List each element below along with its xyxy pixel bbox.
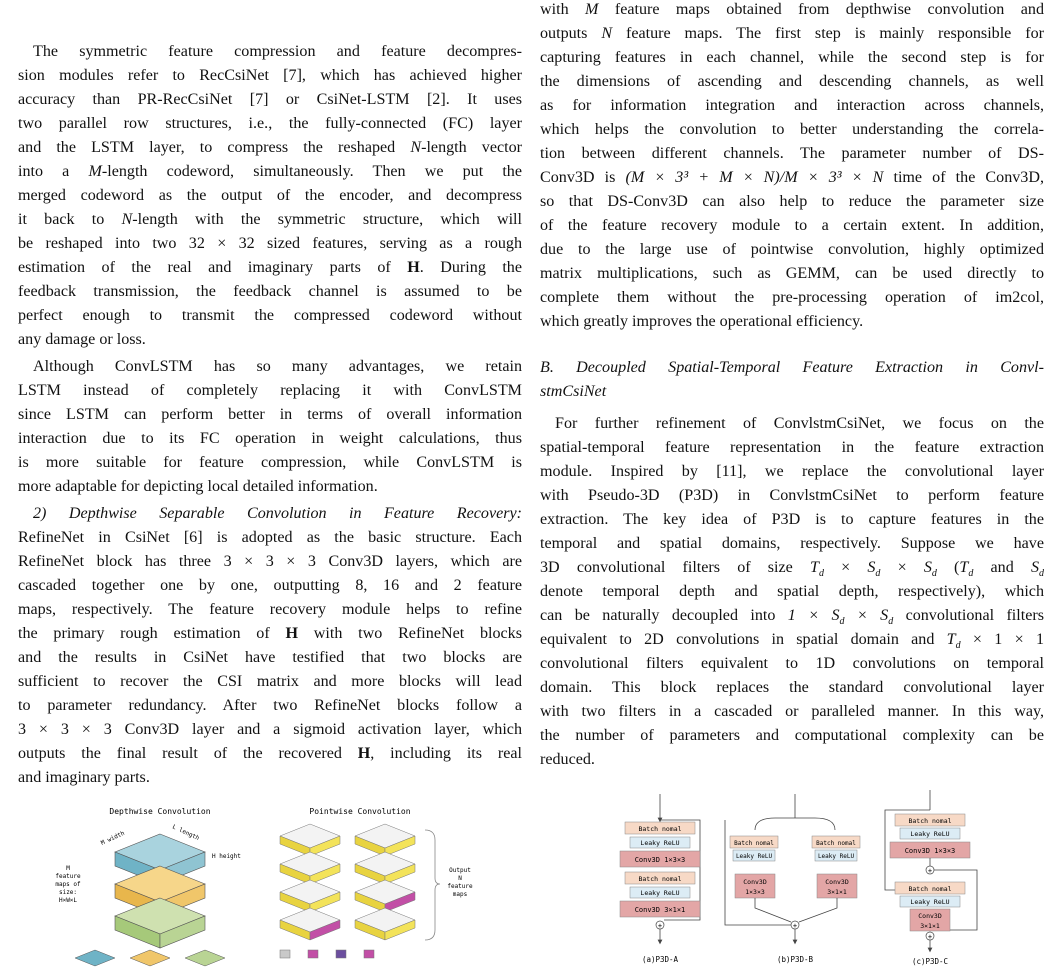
text-line: which greatly improves the operational efficiency. [540,313,864,330]
text-line: sion modules refer to RecCsiNet [7], which has achieved higher [18,67,522,84]
conv3d-label: Conv3D [743,878,767,886]
text-line: Conv3D is (M × 3³ + M × N)/M × 3³ × N time of the Conv3D, [540,169,1044,186]
text-line: LSTM instead of completely replacing it with ConvLSTM [18,382,522,399]
text-line: RefineNet in CsiNet [6] is adopted as the basic structure. Each [18,529,522,546]
text-line: due to the large use of pointwise convolution, highly optimized [540,241,1044,258]
p3d-b-block [725,794,860,964]
text-line: complete them without the pre-processing operation of im2col, [540,289,1044,306]
depthwise-filter-cubes [75,950,225,966]
text-line: with two filters in a cascaded or paralleled manner. In this way, [540,703,1044,720]
text-line: to parameter redundancy. After two RefineNet blocks follow a [18,697,522,714]
output-label: Output [449,867,471,874]
depthwise-pointwise-figure [40,800,500,970]
text-line: with Pseudo-3D (P3D) in ConvlstmCsiNet to perform feature [540,487,1044,504]
text-line: domain. This block replaces the standard convolutional layer [540,679,1044,696]
text-line: which helps the convolution to better understanding the correla- [540,121,1044,138]
text-line: the primary rough estimation of H with two RefineNet blocks [18,625,522,642]
text-line: For further refinement of ConvlstmCsiNet, we focus on the [555,415,1044,432]
text-line: feedback transmission, the feedback channel is assumed to be [18,283,522,300]
text-line: be reshaped into two 32 × 32 sized features, serving as a rough [18,235,523,252]
text-line: accuracy than PR-RecCsiNet [7] or CsiNet-LSTM [2]. It uses [18,91,522,108]
section-title: stmCsiNet [540,383,607,400]
text-line: and the results in CsiNet have testified that two blocks are [18,649,522,666]
section-title: B. Decoupled Spatial-Temporal Feature Extraction in Convl- [540,359,1044,376]
text-line: any damage or loss. [18,331,146,348]
p3d-a-block [620,794,700,964]
text-line: 3D convolutional filters of size $T_d \times S_d \times S_d$ ($T_d$ and $S_d$ [540,559,1044,580]
text-line: 3 × 3 × 3 Conv3D layer and a sigmoid activation layer, which [18,721,522,738]
text-line: and imaginary parts. [18,769,150,786]
text-line: is more suitable for feature compression, while ConvLSTM is [18,454,522,471]
sum-node: + [657,922,663,930]
kernel-311-label: 3×1×1 [827,888,847,896]
m-feature-label: H×W×L [58,897,78,904]
batch-norm-label: Batch nomal [638,875,682,883]
batch-norm-label: Batch nomal [638,825,682,833]
text-line: estimation of the real and imaginary parts of H. During the [18,259,523,276]
text-line: extraction. The key idea of P3D is to capture features in the [540,511,1044,528]
text-line: matrix multiplications, such as GEMM, can be used directly to [540,265,1044,282]
text-line: reduced. [540,751,595,768]
text-line: since LSTM can perform better in terms of overall information [18,406,522,423]
conv-311-label: Conv3D 3×1×1 [634,906,686,914]
text-line: the dimensions of ascending and descending channels, as well [540,73,1044,90]
pointwise-kernels [280,950,374,958]
text-line: two parallel row structures, i.e., the fully-connected (FC) layer [18,115,522,132]
p3d-blocks-figure [585,790,1005,970]
text-line: capturing features in each channel, while the second step is for [540,49,1044,66]
output-label: maps [452,891,468,898]
leaky-relu-label: Leaky ReLU [735,853,773,860]
kernel-133-label: 1×3×3 [745,888,765,896]
text-line: the number of parameters and computational complexity can be [540,727,1044,744]
m-feature-label: feature [55,873,81,880]
leaky-relu-label: Leaky ReLU [640,839,680,847]
text-line: outputs N feature maps. The first step is mainly responsible for [540,25,1045,42]
kernel-311-label: 3×1×1 [920,922,940,930]
text-line: spatial-temporal feature representation in the feature extraction [540,439,1044,456]
output-label: feature [447,883,473,890]
pointwise-stacks [280,824,415,940]
pointwise-title: Pointwise Convolution [309,807,411,816]
text-line: sufficient to recover the CSI matrix and more blocks will lead [18,673,522,690]
output-brace [425,830,440,940]
depthwise-cube-stack [115,834,205,948]
conv-133-label: Conv3D 1×3×3 [904,847,956,855]
m-width-label: M width [99,829,126,847]
caption-p3d-b: (b)P3D-B [776,955,814,964]
text-line: interaction due to its FC operation in weight calculations, thus [18,430,522,447]
text-line: perfect enough to transmit the compressed codeword without [18,307,522,324]
conv3d-label: Conv3D [825,878,849,886]
leaky-relu-label: Leaky ReLU [910,898,950,906]
text-line: of the feature recovery module to a certain extent. In addition, [540,217,1044,234]
text-line: convolutional filters equivalent to 1D convolutions on temporal [540,655,1044,672]
text-line: equivalent to 2D convolutions in spatial domain and $T_d \times 1 \times 1$ [540,631,1045,652]
text-line: and the LSTM layer, to compress the reshaped N-length vector [18,139,522,156]
l-length-label: L length [171,823,201,843]
m-feature-label: maps of [55,881,81,888]
conv-133-label: Conv3D 1×3×3 [634,856,686,864]
text-line: module. Inspired by [11], we replace the convolutional layer [540,463,1044,480]
depthwise-title: Depthwise Convolution [109,807,211,816]
text-line: into a M-length codeword, simultaneously. Then we put the [18,163,522,180]
conv3d-label: Conv3D [918,912,942,920]
text-line: it back to N-length with the symmetric structure, which will [18,211,522,228]
leaky-relu-label: Leaky ReLU [640,889,680,897]
sum-node: + [927,867,933,875]
batch-norm-label: Batch nomal [908,817,952,825]
text-line: Although ConvLSTM has so many advantages, we retain [33,358,522,375]
m-feature-label: size: [58,889,78,896]
text-line: tion between different channels. The parameter number of DS- [540,145,1044,162]
text-line: can be naturally decoupled into $1 \times S_d \times S_d$ convolutional filters [540,607,1044,628]
text-line: as for information integration and interaction across channels, [540,97,1044,114]
sum-node: + [927,933,933,941]
text-line: denote temporal depth and spatial depth, respectively), which [540,583,1044,600]
text-line: more adaptable for depicting local detailed information. [18,478,378,495]
batch-norm-label: Batch nomal [734,840,774,847]
leaky-relu-label: Leaky ReLU [817,853,855,860]
batch-norm-label: Batch nomal [816,840,856,847]
subsection-heading: 2) Depthwise Separable Convolution in Feature Recovery: [33,505,522,522]
leaky-relu-label: Leaky ReLU [910,830,950,838]
text-line: cascaded together one by one, outputting 8, 16 and 2 feature [18,577,522,594]
h-height-label: H height [212,853,241,860]
p3d-c-block [885,790,977,966]
text-line: RefineNet block has three 3 × 3 × 3 Conv3D layers, which are [18,553,522,570]
caption-p3d-c: (c)P3D-C [911,957,949,966]
caption-p3d-a: (a)P3D-A [641,955,679,964]
output-label: N [458,875,462,882]
text-line: maps, respectively. The feature recovery module helps to refine [18,601,522,618]
batch-norm-label: Batch nomal [908,885,952,893]
text-line: with M feature maps obtained from depthwise convolution and [540,1,1044,18]
text-line: The symmetric feature compression and feature decompres- [33,43,522,60]
sum-node: + [792,922,798,930]
text-line: merged codeword as the output of the encoder, and decompress [18,187,522,204]
text-line: so that DS-Conv3D can also help to reduce the parameter size [540,193,1044,210]
text-line: outputs the final result of the recovered H, including its real [18,745,522,762]
text-line: temporal and spatial domains, respectively. Suppose we have [540,535,1044,552]
m-feature-label: M [66,865,70,872]
